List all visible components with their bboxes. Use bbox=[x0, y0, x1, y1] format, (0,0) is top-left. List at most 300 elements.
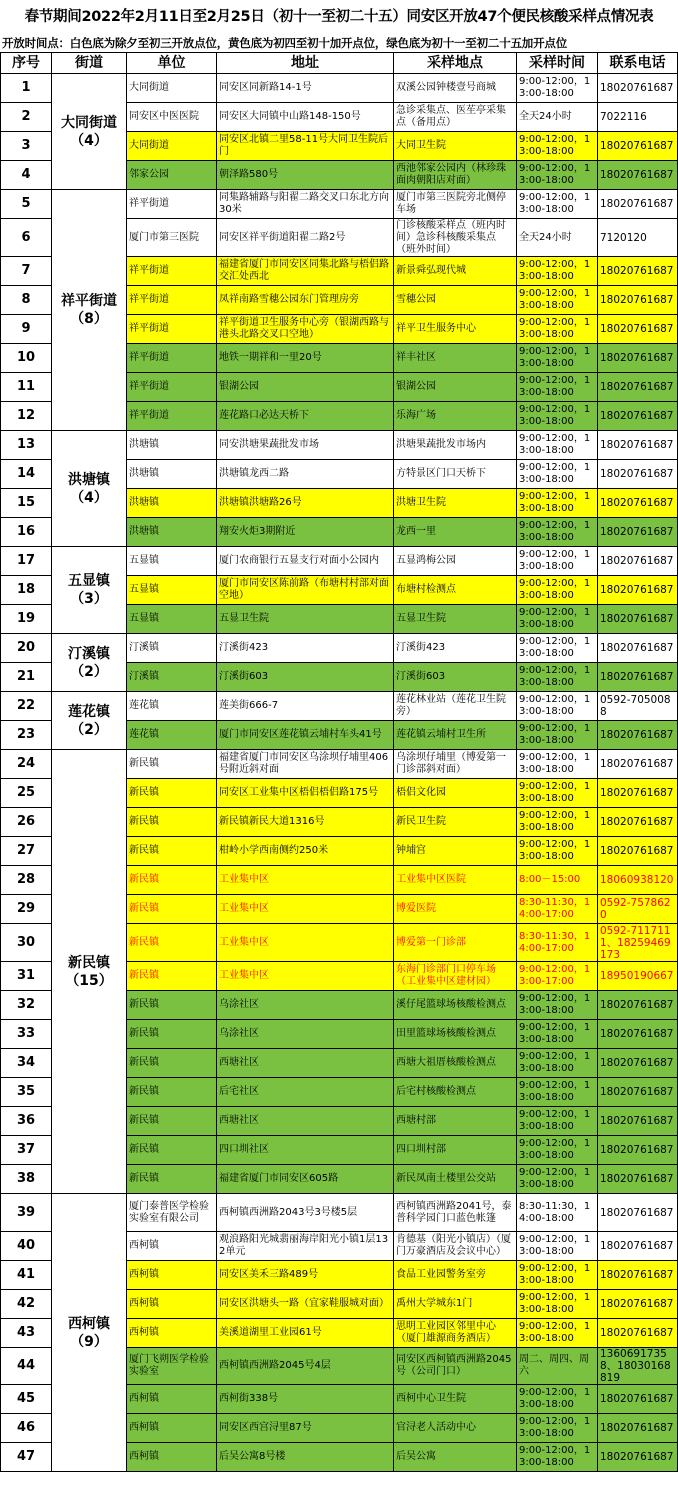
row-number: 36 bbox=[1, 1107, 52, 1136]
unit-cell: 祥平街道 bbox=[127, 402, 217, 431]
site-cell: 厦门市第三医院旁北侧停车场 bbox=[394, 190, 517, 219]
phone-cell: 18020761687 bbox=[598, 576, 678, 605]
unit-cell: 厦门市第三医院 bbox=[127, 219, 217, 257]
phone-cell: 18020761687 bbox=[598, 837, 678, 866]
site-cell: 祥丰社区 bbox=[394, 344, 517, 373]
street-name: 新民镇 bbox=[68, 954, 110, 971]
phone-cell: 18020761687 bbox=[598, 605, 678, 634]
time-cell: 9:00-12:00，13:00-18:00 bbox=[517, 1443, 598, 1472]
address-cell: 乌涂社区 bbox=[217, 1020, 394, 1049]
street-name: 西柯镇 bbox=[68, 1315, 110, 1332]
opening-time-note: 开放时间点：白色底为除夕至初三开放点位，黄色底为初四至初十加开点位，绿色底为初十一至初二十五加开点位 bbox=[2, 36, 567, 50]
row-number: 28 bbox=[1, 866, 52, 895]
phone-cell: 18020761687 bbox=[598, 460, 678, 489]
time-cell: 9:00-12:00，13:00-18:00 bbox=[517, 460, 598, 489]
unit-cell: 西柯镇 bbox=[127, 1414, 217, 1443]
row-number: 18 bbox=[1, 576, 52, 605]
row-number: 26 bbox=[1, 808, 52, 837]
street-count: （8） bbox=[70, 311, 108, 327]
row-number: 23 bbox=[1, 721, 52, 750]
sampling-sites-table bbox=[0, 52, 678, 1472]
unit-cell: 新民镇 bbox=[127, 991, 217, 1020]
street-name: 祥平街道 bbox=[61, 293, 117, 309]
site-cell: 禹州大学城东1门 bbox=[394, 1290, 517, 1319]
time-cell: 9:00-12:00，13:00-18:00 bbox=[517, 605, 598, 634]
unit-cell: 莲花镇 bbox=[127, 721, 217, 750]
time-cell: 8:00－15:00 bbox=[517, 866, 598, 895]
unit-cell: 大同街道 bbox=[127, 132, 217, 161]
phone-cell: 18020761687 bbox=[598, 750, 678, 779]
site-cell: 五显鸿梅公园 bbox=[394, 547, 517, 576]
phone-cell: 18020761687 bbox=[598, 1049, 678, 1078]
unit-cell: 西柯镇 bbox=[127, 1319, 217, 1348]
site-cell: 西塘村部 bbox=[394, 1107, 517, 1136]
site-cell: 食品工业园警务室旁 bbox=[394, 1261, 517, 1290]
time-cell: 9:00-12:00，13:00-17:00 bbox=[517, 962, 598, 991]
unit-cell: 洪塘镇 bbox=[127, 518, 217, 547]
site-cell: 乐海广场 bbox=[394, 402, 517, 431]
site-cell: 银湖公园 bbox=[394, 373, 517, 402]
street-group bbox=[52, 74, 127, 190]
phone-cell: 18020761687 bbox=[598, 190, 678, 219]
site-cell: 西池邻家公园内（林珍珠面肉朝阳店对面） bbox=[394, 161, 517, 190]
site-cell: 乌涂坝仔埔里（博爱第一门诊部斜对面） bbox=[394, 750, 517, 779]
time-cell: 9:00-12:00，13:00-18:00 bbox=[517, 1107, 598, 1136]
street-name: 洪塘镇 bbox=[68, 471, 110, 488]
unit-cell: 祥平街道 bbox=[127, 315, 217, 344]
site-cell: 祥平卫生服务中心 bbox=[394, 315, 517, 344]
unit-cell: 五显镇 bbox=[127, 576, 217, 605]
time-cell: 9:00-12:00，13:00-18:00 bbox=[517, 1319, 598, 1348]
row-number: 47 bbox=[1, 1443, 52, 1472]
unit-cell: 祥平街道 bbox=[127, 344, 217, 373]
time-cell: 全天24小时 bbox=[517, 219, 598, 257]
col-header-address: 地址 bbox=[217, 53, 394, 74]
unit-cell: 新民镇 bbox=[127, 808, 217, 837]
site-cell: 莲花镇云埔村卫生所 bbox=[394, 721, 517, 750]
time-cell: 9:00-12:00，13:00-18:00 bbox=[517, 721, 598, 750]
street-group bbox=[52, 692, 127, 750]
site-cell: 新民凤南土楼里公交站 bbox=[394, 1165, 517, 1194]
row-number: 5 bbox=[1, 190, 52, 219]
site-cell: 洪塘果蔬批发市场内 bbox=[394, 431, 517, 460]
time-cell: 9:00-12:00，13:00-18:00 bbox=[517, 991, 598, 1020]
site-cell: 布塘村检测点 bbox=[394, 576, 517, 605]
address-cell: 地铁一期祥和一里20号 bbox=[217, 344, 394, 373]
phone-cell: 18020761687 bbox=[598, 286, 678, 315]
table-row bbox=[1, 547, 678, 576]
unit-cell: 五显镇 bbox=[127, 547, 217, 576]
address-cell: 朝泽路580号 bbox=[217, 161, 394, 190]
address-cell: 汀溪街423 bbox=[217, 634, 394, 663]
street-count: （4） bbox=[70, 489, 108, 506]
phone-cell: 18020761687 bbox=[598, 1020, 678, 1049]
address-cell: 同安洪塘果蔬批发市场 bbox=[217, 431, 394, 460]
row-number: 19 bbox=[1, 605, 52, 634]
phone-cell: 18020761687 bbox=[598, 1443, 678, 1472]
phone-cell: 18950190667 bbox=[598, 962, 678, 991]
phone-cell: 18020761687 bbox=[598, 1385, 678, 1414]
address-cell: 莲美街666-7 bbox=[217, 692, 394, 721]
site-cell: 雪穗公园 bbox=[394, 286, 517, 315]
phone-cell: 18020761687 bbox=[598, 402, 678, 431]
row-number: 27 bbox=[1, 837, 52, 866]
site-cell: 西柯中心卫生院 bbox=[394, 1385, 517, 1414]
row-number: 46 bbox=[1, 1414, 52, 1443]
unit-cell: 莲花镇 bbox=[127, 692, 217, 721]
phone-cell: 18020761687 bbox=[598, 634, 678, 663]
time-cell: 9:00-12:00，13:00-18:00 bbox=[517, 431, 598, 460]
time-cell: 9:00-12:00，13:00-18:00 bbox=[517, 74, 598, 103]
address-cell: 西塘社区 bbox=[217, 1049, 394, 1078]
row-number: 3 bbox=[1, 132, 52, 161]
site-cell: 新景舜弘现代城 bbox=[394, 257, 517, 286]
row-number: 45 bbox=[1, 1385, 52, 1414]
address-cell: 祥平街道卫生服务中心旁（银湖西路与港头北路交叉口空地） bbox=[217, 315, 394, 344]
address-cell: 洪塘镇龙西二路 bbox=[217, 460, 394, 489]
site-cell: 官浔老人活动中心 bbox=[394, 1414, 517, 1443]
unit-cell: 新民镇 bbox=[127, 837, 217, 866]
table-row bbox=[1, 750, 678, 779]
phone-cell: 18020761687 bbox=[598, 663, 678, 692]
unit-cell: 祥平街道 bbox=[127, 373, 217, 402]
unit-cell: 祥平街道 bbox=[127, 190, 217, 219]
unit-cell: 五显镇 bbox=[127, 605, 217, 634]
address-cell: 福建省厦门市同安区同集北路与梧侣路交汇处西北 bbox=[217, 257, 394, 286]
unit-cell: 新民镇 bbox=[127, 1078, 217, 1107]
site-cell: 双溪公园钟楼壹号商城 bbox=[394, 74, 517, 103]
unit-cell: 祥平街道 bbox=[127, 286, 217, 315]
street-group bbox=[52, 431, 127, 547]
unit-cell: 新民镇 bbox=[127, 866, 217, 895]
phone-cell: 18020761687 bbox=[598, 1414, 678, 1443]
address-cell: 洪塘镇洪塘路26号 bbox=[217, 489, 394, 518]
row-number: 43 bbox=[1, 1319, 52, 1348]
row-number: 16 bbox=[1, 518, 52, 547]
address-cell: 后吴公寓8号楼 bbox=[217, 1443, 394, 1472]
time-cell: 9:00-12:00，13:00-18:00 bbox=[517, 1078, 598, 1107]
time-cell: 9:00-12:00，13:00-18:00 bbox=[517, 1385, 598, 1414]
address-cell: 工业集中区 bbox=[217, 895, 394, 924]
unit-cell: 厦门泰普医学检验实验室有限公司 bbox=[127, 1194, 217, 1232]
time-cell: 9:00-12:00，13:00-18:00 bbox=[517, 808, 598, 837]
row-number: 13 bbox=[1, 431, 52, 460]
unit-cell: 新民镇 bbox=[127, 779, 217, 808]
row-number: 8 bbox=[1, 286, 52, 315]
address-cell: 新民镇新民大道1316号 bbox=[217, 808, 394, 837]
street-name: 汀溪镇 bbox=[68, 645, 110, 662]
unit-cell: 西柯镇 bbox=[127, 1232, 217, 1261]
street-name: 大同街道 bbox=[61, 114, 117, 131]
site-cell: 博爱医院 bbox=[394, 895, 517, 924]
address-cell: 凤祥南路雪穗公园东门管理房旁 bbox=[217, 286, 394, 315]
unit-cell: 洪塘镇 bbox=[127, 431, 217, 460]
table-row bbox=[1, 74, 678, 103]
time-cell: 9:00-12:00，13:00-18:00 bbox=[517, 1020, 598, 1049]
phone-cell: 18020761687 bbox=[598, 161, 678, 190]
phone-cell: 7120120 bbox=[598, 219, 678, 257]
phone-cell: 0592-7117111、18259469173 bbox=[598, 924, 678, 962]
unit-cell: 洪塘镇 bbox=[127, 460, 217, 489]
row-number: 39 bbox=[1, 1194, 52, 1232]
phone-cell: 18020761687 bbox=[598, 74, 678, 103]
unit-cell: 新民镇 bbox=[127, 1049, 217, 1078]
time-cell: 9:00-12:00，13:00-18:00 bbox=[517, 132, 598, 161]
site-cell: 后宅村核酸检测点 bbox=[394, 1078, 517, 1107]
street-group bbox=[52, 634, 127, 692]
unit-cell: 汀溪镇 bbox=[127, 663, 217, 692]
street-group bbox=[52, 190, 127, 431]
site-cell: 博爱第一门诊部 bbox=[394, 924, 517, 962]
address-cell: 工业集中区 bbox=[217, 924, 394, 962]
row-number: 40 bbox=[1, 1232, 52, 1261]
site-cell: 钟埔宫 bbox=[394, 837, 517, 866]
site-cell: 梧侣文化园 bbox=[394, 779, 517, 808]
address-cell: 美溪道湖里工业园61号 bbox=[217, 1319, 394, 1348]
time-cell: 全天24小时 bbox=[517, 103, 598, 132]
table-row bbox=[1, 431, 678, 460]
row-number: 33 bbox=[1, 1020, 52, 1049]
row-number: 11 bbox=[1, 373, 52, 402]
site-cell: 四口圳村部 bbox=[394, 1136, 517, 1165]
time-cell: 9:00-12:00，13:00-18:00 bbox=[517, 315, 598, 344]
row-number: 14 bbox=[1, 460, 52, 489]
address-cell: 汀溪街603 bbox=[217, 663, 394, 692]
col-header-no: 序号 bbox=[1, 53, 52, 74]
site-cell: 五显卫生院 bbox=[394, 605, 517, 634]
unit-cell: 同安区中医医院 bbox=[127, 103, 217, 132]
row-number: 20 bbox=[1, 634, 52, 663]
row-number: 17 bbox=[1, 547, 52, 576]
col-header-site: 采样地点 bbox=[394, 53, 517, 74]
street-name: 五显镇 bbox=[68, 573, 110, 589]
row-number: 30 bbox=[1, 924, 52, 962]
phone-cell: 18020761687 bbox=[598, 489, 678, 518]
street-group bbox=[52, 750, 127, 1194]
site-cell: 东海门诊部门口停车场（工业集中区建材园） bbox=[394, 962, 517, 991]
time-cell: 8:30-11:30，14:00-17:00 bbox=[517, 924, 598, 962]
address-cell: 乌涂社区 bbox=[217, 991, 394, 1020]
address-cell: 同安区北镇二里58-11号大同卫生院后门 bbox=[217, 132, 394, 161]
phone-cell: 18020761687 bbox=[598, 991, 678, 1020]
site-cell: 龙西一里 bbox=[394, 518, 517, 547]
phone-cell: 18020761687 bbox=[598, 1107, 678, 1136]
phone-cell: 18020761687 bbox=[598, 808, 678, 837]
time-cell: 8:30-11:30，14:00-17:00 bbox=[517, 895, 598, 924]
time-cell: 9:00-12:00，13:00-18:00 bbox=[517, 190, 598, 219]
phone-cell: 0592-7578620 bbox=[598, 895, 678, 924]
address-cell: 福建省厦门市同安区605路 bbox=[217, 1165, 394, 1194]
address-cell: 柑岭小学西南侧约250米 bbox=[217, 837, 394, 866]
site-cell: 急诊采集点、医苼亭采集点（备用点） bbox=[394, 103, 517, 132]
unit-cell: 大同街道 bbox=[127, 74, 217, 103]
row-number: 24 bbox=[1, 750, 52, 779]
time-cell: 9:00-12:00，13:00-18:00 bbox=[517, 779, 598, 808]
phone-cell: 18020761687 bbox=[598, 1261, 678, 1290]
address-cell: 同安区同新路14-1号 bbox=[217, 74, 394, 103]
site-cell: 汀溪街603 bbox=[394, 663, 517, 692]
address-cell: 同安区美禾三路489号 bbox=[217, 1261, 394, 1290]
time-cell: 9:00-12:00，13:00-18:00 bbox=[517, 547, 598, 576]
unit-cell: 西柯镇 bbox=[127, 1261, 217, 1290]
time-cell: 9:00-12:00，13:00-18:00 bbox=[517, 1232, 598, 1261]
address-cell: 银湖公园 bbox=[217, 373, 394, 402]
site-cell: 溪仔尾篮球场核酸检测点 bbox=[394, 991, 517, 1020]
street-count: （3） bbox=[70, 591, 108, 607]
phone-cell: 18020761687 bbox=[598, 431, 678, 460]
street-name: 莲花镇 bbox=[68, 703, 110, 720]
time-cell: 8:30-11:30，14:00-18:00 bbox=[517, 1194, 598, 1232]
street-count: （9） bbox=[70, 1333, 108, 1350]
time-cell: 9:00-12:00，13:00-18:00 bbox=[517, 257, 598, 286]
row-number: 31 bbox=[1, 962, 52, 991]
row-number: 29 bbox=[1, 895, 52, 924]
phone-cell: 18020761687 bbox=[598, 344, 678, 373]
site-cell: 汀溪街423 bbox=[394, 634, 517, 663]
phone-cell: 18020761687 bbox=[598, 779, 678, 808]
table-row bbox=[1, 634, 678, 663]
phone-cell: 18020761687 bbox=[598, 373, 678, 402]
address-cell: 西塘社区 bbox=[217, 1107, 394, 1136]
address-cell: 西柯街338号 bbox=[217, 1385, 394, 1414]
row-number: 22 bbox=[1, 692, 52, 721]
time-cell: 9:00-12:00，13:00-18:00 bbox=[517, 837, 598, 866]
site-cell: 思明工业园区邻里中心（厦门雄源商务酒店） bbox=[394, 1319, 517, 1348]
unit-cell: 新民镇 bbox=[127, 924, 217, 962]
row-number: 6 bbox=[1, 219, 52, 257]
address-cell: 莲花路口必达天桥下 bbox=[217, 402, 394, 431]
row-number: 41 bbox=[1, 1261, 52, 1290]
phone-cell: 18020761687 bbox=[598, 1232, 678, 1261]
address-cell: 后宅社区 bbox=[217, 1078, 394, 1107]
unit-cell: 新民镇 bbox=[127, 750, 217, 779]
unit-cell: 新民镇 bbox=[127, 962, 217, 991]
address-cell: 西柯镇西洲路2045号4层 bbox=[217, 1348, 394, 1385]
address-cell: 同安区洪塘头一路（宜家鞋服城对面） bbox=[217, 1290, 394, 1319]
row-number: 15 bbox=[1, 489, 52, 518]
phone-cell: 18020761687 bbox=[598, 1290, 678, 1319]
phone-cell: 18020761687 bbox=[598, 1319, 678, 1348]
street-count: （4） bbox=[70, 132, 108, 149]
unit-cell: 新民镇 bbox=[127, 1165, 217, 1194]
site-cell: 大同卫生院 bbox=[394, 132, 517, 161]
street-count: （2） bbox=[70, 721, 108, 738]
phone-cell: 18020761687 bbox=[598, 132, 678, 161]
page-title: 春节期间2022年2月11日至2月25日（初十一至初二十五）同安区开放47个便民核酸采样点情况表 bbox=[24, 9, 654, 25]
address-cell: 工业集中区 bbox=[217, 962, 394, 991]
phone-cell: 18020761687 bbox=[598, 518, 678, 547]
phone-cell: 7022116 bbox=[598, 103, 678, 132]
time-cell: 9:00-12:00，13:00-18:00 bbox=[517, 1290, 598, 1319]
phone-cell: 18020761687 bbox=[598, 1165, 678, 1194]
address-cell: 福建省厦门市同安区乌涂坝仔埔里406号附近斜对面 bbox=[217, 750, 394, 779]
col-header-time: 采样时间 bbox=[517, 53, 598, 74]
unit-cell: 新民镇 bbox=[127, 1020, 217, 1049]
time-cell: 9:00-12:00，13:00-18:00 bbox=[517, 373, 598, 402]
time-cell: 9:00-12:00，13:00-18:00 bbox=[517, 402, 598, 431]
phone-cell: 18020761687 bbox=[598, 1194, 678, 1232]
unit-cell: 西柯镇 bbox=[127, 1385, 217, 1414]
col-header-phone: 联系电话 bbox=[598, 53, 678, 74]
unit-cell: 新民镇 bbox=[127, 895, 217, 924]
phone-cell: 18020761687 bbox=[598, 1136, 678, 1165]
address-cell: 同安区大同镇中山路148-150号 bbox=[217, 103, 394, 132]
row-number: 7 bbox=[1, 257, 52, 286]
row-number: 32 bbox=[1, 991, 52, 1020]
site-cell: 同安区西柯镇西洲路2045号（公司门口） bbox=[394, 1348, 517, 1385]
phone-cell: 18060938120 bbox=[598, 866, 678, 895]
phone-cell: 18020761687 bbox=[598, 547, 678, 576]
site-cell: 新民卫生院 bbox=[394, 808, 517, 837]
phone-cell: 18020761687 bbox=[598, 315, 678, 344]
unit-cell: 新民镇 bbox=[127, 1136, 217, 1165]
time-cell: 9:00-12:00，13:00-18:00 bbox=[517, 1261, 598, 1290]
row-number: 9 bbox=[1, 315, 52, 344]
time-cell: 9:00-12:00，13:00-18:00 bbox=[517, 663, 598, 692]
time-cell: 9:00-12:00，13:00-18:00 bbox=[517, 1136, 598, 1165]
row-number: 25 bbox=[1, 779, 52, 808]
street-group bbox=[52, 1194, 127, 1472]
site-cell: 门诊核酸采样点（班内时间）急诊科核酸采集点（班外时间） bbox=[394, 219, 517, 257]
table-row bbox=[1, 190, 678, 219]
address-cell: 同安区祥平街道阳翟二路2号 bbox=[217, 219, 394, 257]
row-number: 12 bbox=[1, 402, 52, 431]
address-cell: 观浪路阳光城翡丽海岸阳光小镇1层132单元 bbox=[217, 1232, 394, 1261]
row-number: 1 bbox=[1, 74, 52, 103]
row-number: 2 bbox=[1, 103, 52, 132]
address-cell: 四口圳社区 bbox=[217, 1136, 394, 1165]
street-group bbox=[52, 547, 127, 634]
street-count: （2） bbox=[70, 663, 108, 680]
time-cell: 9:00-12:00，13:00-18:00 bbox=[517, 634, 598, 663]
row-number: 4 bbox=[1, 161, 52, 190]
site-cell: 西柯镇西洲路2041号，泰普科学园门口蓝色帐篷 bbox=[394, 1194, 517, 1232]
phone-cell: 0592-7050088 bbox=[598, 692, 678, 721]
col-header-street: 街道 bbox=[52, 53, 127, 74]
unit-cell: 西柯镇 bbox=[127, 1443, 217, 1472]
unit-cell: 洪塘镇 bbox=[127, 489, 217, 518]
street-count: （15） bbox=[65, 972, 113, 989]
row-number: 21 bbox=[1, 663, 52, 692]
header-row bbox=[1, 53, 678, 74]
row-number: 44 bbox=[1, 1348, 52, 1385]
phone-cell: 18020761687 bbox=[598, 1078, 678, 1107]
unit-cell: 厦门飞朔医学检验实验室 bbox=[127, 1348, 217, 1385]
row-number: 38 bbox=[1, 1165, 52, 1194]
address-cell: 厦门市同安区莲花镇云埔村车头41号 bbox=[217, 721, 394, 750]
unit-cell: 祥平街道 bbox=[127, 257, 217, 286]
time-cell: 9:00-12:00，13:00-18:00 bbox=[517, 1414, 598, 1443]
site-cell: 莲花林业站（莲花卫生院旁） bbox=[394, 692, 517, 721]
address-cell: 同安区工业集中区梧侣梧侣路175号 bbox=[217, 779, 394, 808]
row-number: 35 bbox=[1, 1078, 52, 1107]
time-cell: 9:00-12:00，13:00-18:00 bbox=[517, 344, 598, 373]
address-cell: 厦门市同安区陈前路（布塘村村部对面空地） bbox=[217, 576, 394, 605]
site-cell: 洪塘卫生院 bbox=[394, 489, 517, 518]
site-cell: 工业集中区医院 bbox=[394, 866, 517, 895]
time-cell: 9:00-12:00，13:00-18:00 bbox=[517, 161, 598, 190]
col-header-unit: 单位 bbox=[127, 53, 217, 74]
time-cell: 9:00-12:00，13:00-18:00 bbox=[517, 489, 598, 518]
site-cell: 西塘大祖厝核酸检测点 bbox=[394, 1049, 517, 1078]
address-cell: 五显卫生院 bbox=[217, 605, 394, 634]
row-number: 10 bbox=[1, 344, 52, 373]
site-cell: 后吴公寓 bbox=[394, 1443, 517, 1472]
time-cell: 9:00-12:00，13:00-18:00 bbox=[517, 692, 598, 721]
address-cell: 翔安火炬3期附近 bbox=[217, 518, 394, 547]
site-cell: 方特景区门口天桥下 bbox=[394, 460, 517, 489]
row-number: 37 bbox=[1, 1136, 52, 1165]
